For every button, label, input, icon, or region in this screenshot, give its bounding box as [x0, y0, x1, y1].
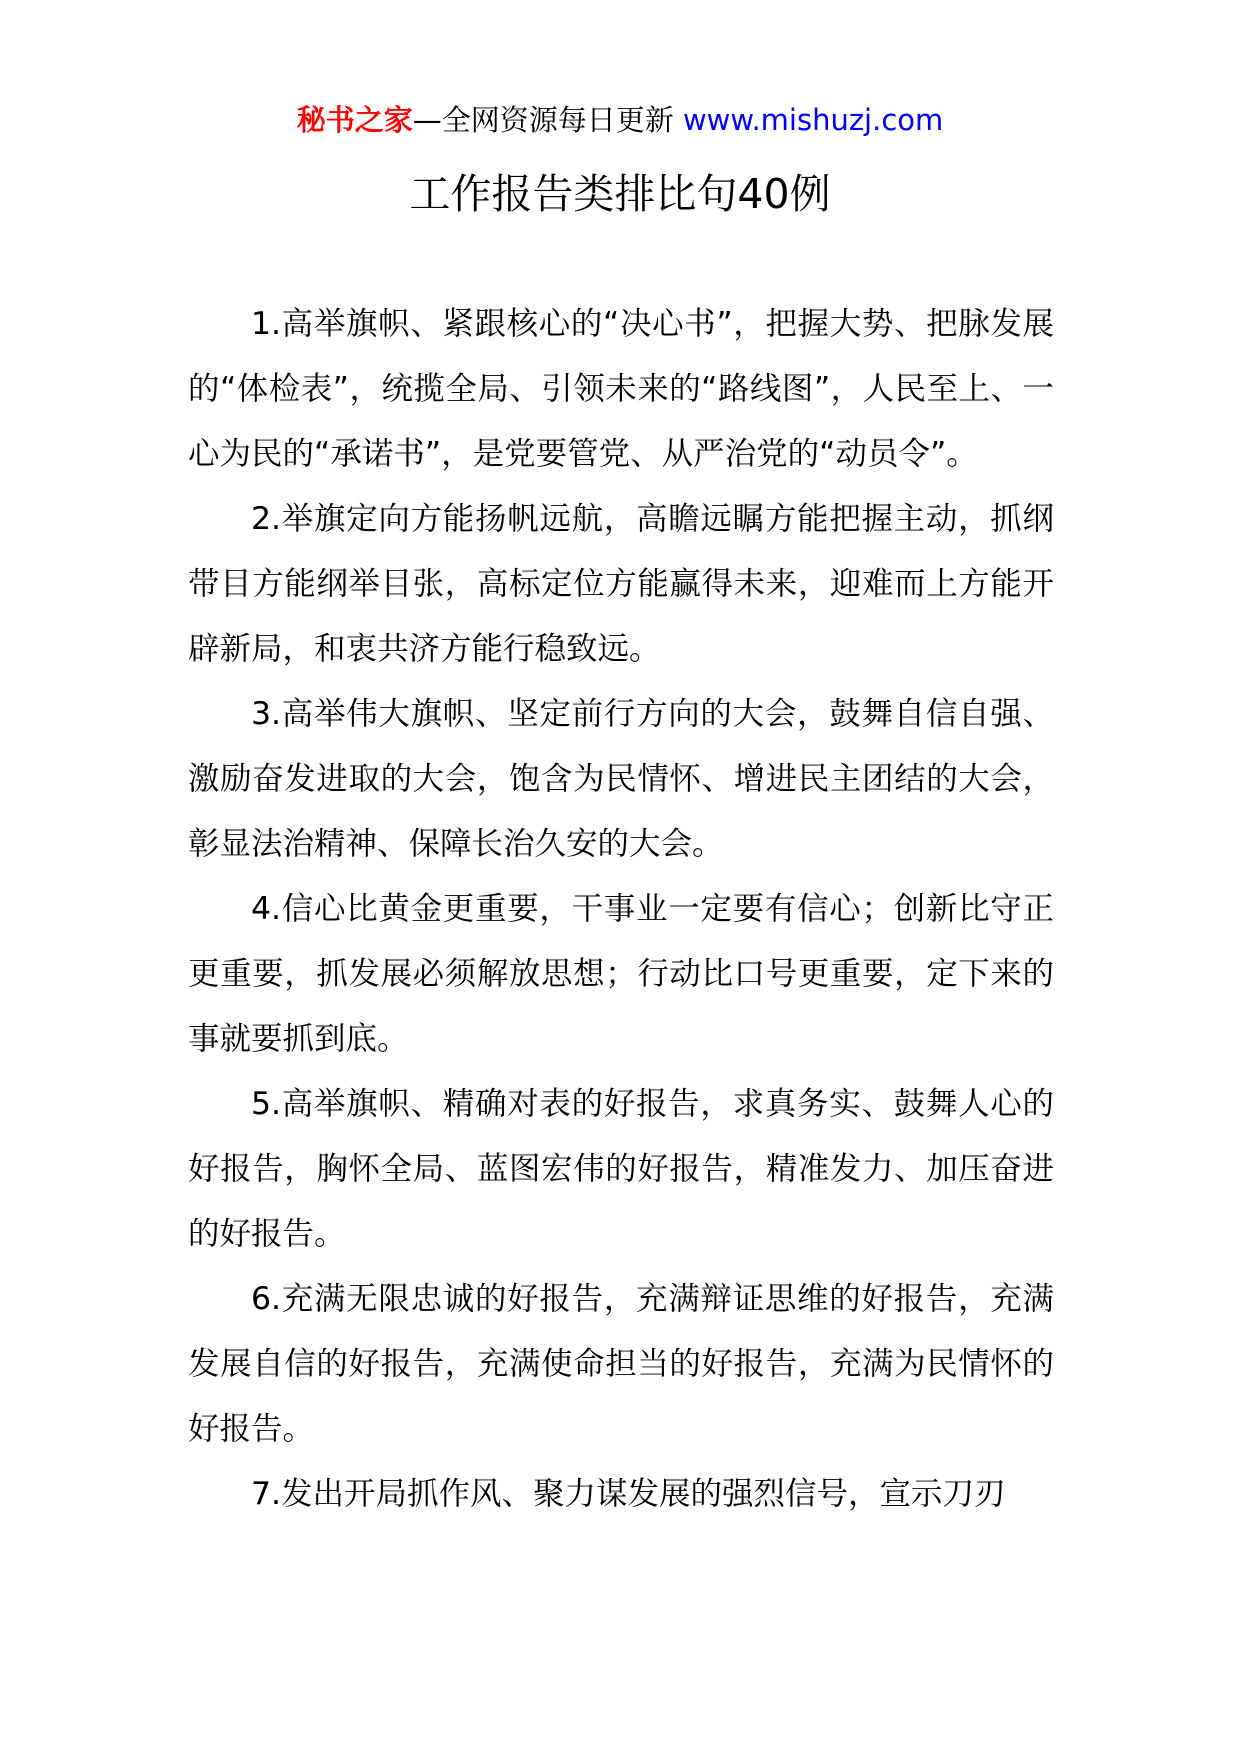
site-brand: 秘书之家 — [296, 103, 413, 137]
paragraph-3: 3.高举伟大旗帜、坚定前行方向的大会，鼓舞自信自强、激励奋发进取的大会，饱含为民情怀、增进民主团结的大会，彰显法治精神、保障长治久安的大会。 — [188, 696, 1054, 862]
paragraph-2: 2.举旗定向方能扬帆远航，高瞻远瞩方能把握主动，抓纲带目方能纲举目张，高标定位方能赢得未来，迎难而上方能开辟新局，和衷共济方能行稳致远。 — [188, 501, 1054, 667]
paragraph-7-partial: 7.发出开局抓作风、聚力谋发展的强烈信号，宣示刀刃 — [251, 1476, 1006, 1512]
site-url-link[interactable]: www.mishuzj.com — [682, 103, 944, 137]
paragraph-1: 1.高举旗帜、紧跟核心的“决心书”，把握大势、把脉发展的“体检表”，统揽全局、引领未来的“路线图”，人民至上、一心为民的“承诺书”，是党要管党、从严治党的“动员令”。 — [188, 306, 1054, 472]
site-header — [0, 100, 1240, 140]
document-title: 工作报告类排比句40例 — [409, 170, 831, 218]
paragraph-4: 4.信心比黄金更重要，干事业一定要有信心；创新比守正更重要，抓发展必须解放思想；行动比口号更重要，定下来的事就要抓到底。 — [188, 891, 1054, 1057]
paragraph-6: 6.充满无限忠诚的好报告，充满辩证思维的好报告，充满发展自信的好报告，充满使命担当的好报告，充满为民情怀的好报告。 — [188, 1281, 1054, 1447]
paragraph-5: 5.高举旗帜、精确对表的好报告，求真务实、鼓舞人心的好报告，胸怀全局、蓝图宏伟的好报告，精准发力、加压奋进的好报告。 — [188, 1086, 1054, 1252]
site-tagline: —全网资源每日更新 — [412, 103, 674, 137]
document-body — [188, 292, 1054, 1527]
